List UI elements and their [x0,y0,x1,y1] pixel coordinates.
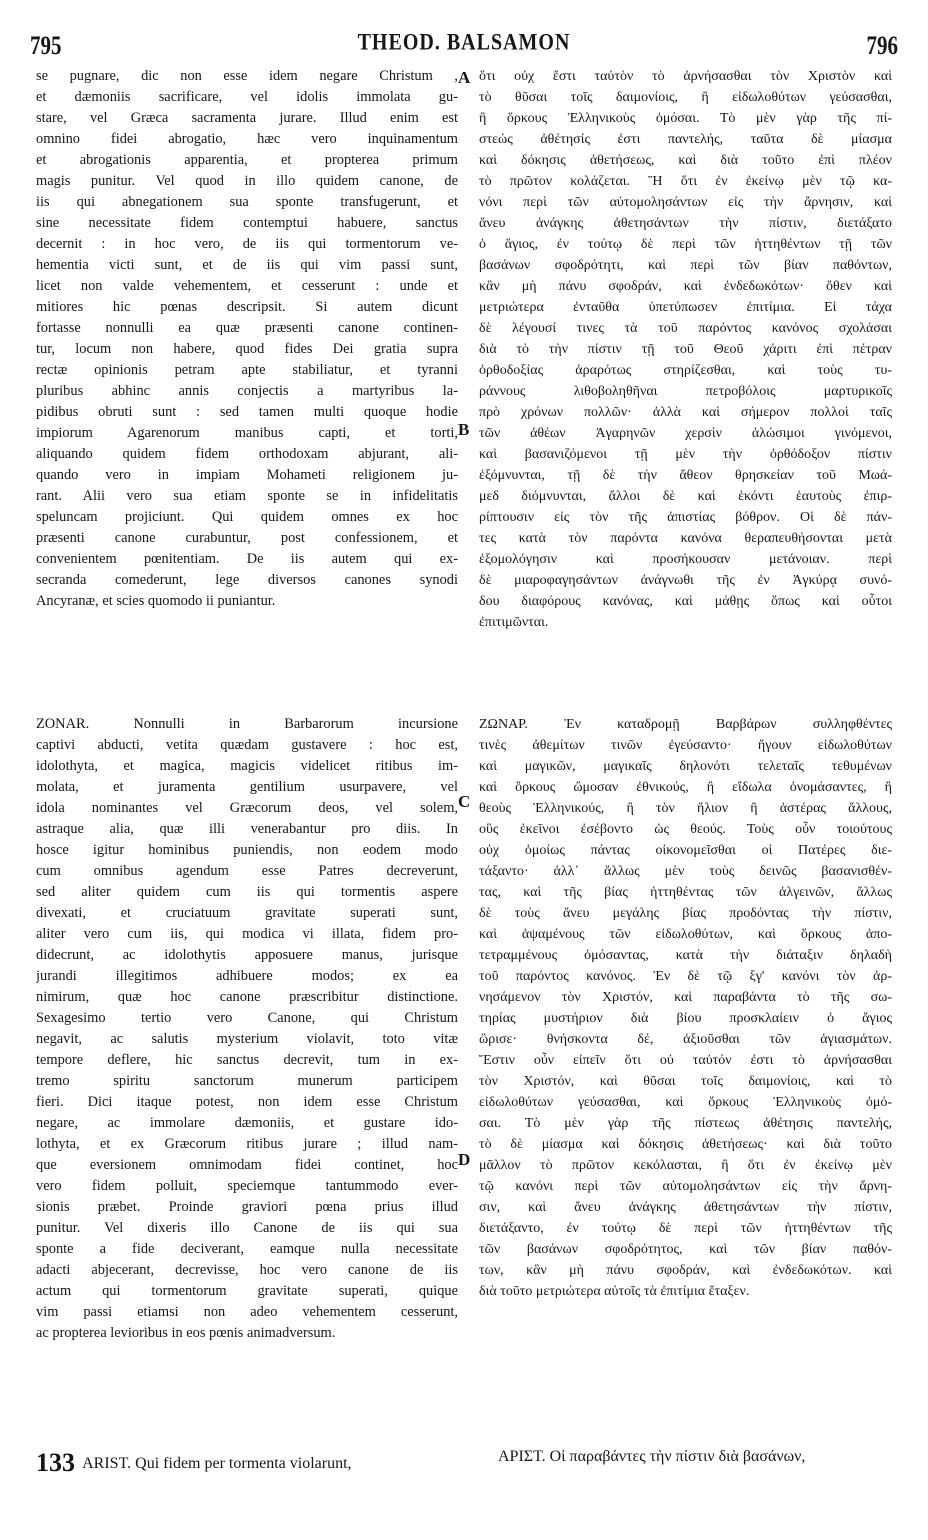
margin-mark-a: A [458,68,471,87]
text-line: captivi abducti, vetita quædam gustavere : hoc est, [36,737,458,753]
text-line: se pugnare, dic non esse idem negare Christum , [36,68,458,84]
text-line: actum qui tormentorum gravitate superati, quique [36,1283,458,1299]
text-line: rant. Alii vero sua etiam sponte se in infidelitatis [36,488,458,504]
text-line: οὓς ἐκεῖνοι ἐσέβοντο ὡς θεούς. Τοὺς οὖν τοιούτους [479,822,892,837]
text-line: δου διαφόρους κανόνας, καὶ μάθῃς ὅπως καὶ οὗτοι [479,594,892,609]
text-line: βασάνων σφοδρότητι, καὶ περὶ τῶν βίαν παθόντων, [479,258,892,273]
text-line: τὸ πρῶτον κολάζεται. Ἢ ὅτι ἐν ἐκείνῳ μὲν τῷ κα- [479,174,892,189]
text-line: τὸ θῦσαι τοῖς δαιμονίοις, ἢ εἰδωλοθύτων γεύσασθαι, [479,90,892,105]
text-line: vero fidem polluit, speciemque tantummodo ever- [36,1178,458,1194]
text-line: στεώς ἀθέτησίς ἐστι παντελής, ταῦτα δὲ μίασμα [479,132,892,147]
text-line: fieri. Dici itaque potest, non idem esse Christum [36,1094,458,1110]
text-line: decernit : in hoc vero, de iis qui tormentorum ve- [36,236,458,252]
text-line: οὐχ ὁμοίως πάντας οἰκονομεῖσθαι οἱ Πατέρες διε- [479,843,892,858]
text-line: κἂν μὴ πάνυ σφοδράν, καὶ ἐνδεδωκότων· ὅθεν καὶ [479,279,892,294]
text-line: sine necessitate fidem contemptui habuere, sanctus [36,215,458,231]
greek-column-top [479,66,892,633]
text-line: τάξαντο· ἀλλ᾽ ἄλλως μὲν τοὺς δεινῶς βασανισθέν- [479,864,892,879]
text-line: tur, locum non habere, quod fides Dei gratia supra [36,341,458,357]
text-line: sionis præbet. Proinde graviori pœna prius illud [36,1199,458,1215]
bottom-latin-line [36,1448,458,1478]
margin-mark-d: D [458,1150,471,1169]
text-line: sponte a fide deciverant, eamque nulla necessitate [36,1241,458,1257]
bottom-greek-text: ΑΡΙΣΤ. Οἱ παραβάντες τὴν πίστιν διὰ βασάνων, [498,1448,806,1465]
running-title: THEOD. BALSAMON [357,30,571,56]
margin-mark-b: B [458,420,470,439]
text-line: ὅτι οὐχ ἔστι ταὐτὸν τὸ ἀρνήσασθαι τὸν Χριστὸν καὶ [479,69,892,84]
text-line: θεοὺς Ἑλληνικούς, ἢ τὸν ἥλιον ἢ ἀστέρας ἄλλους, [479,801,892,816]
text-line: jurandi illegitimos adhibuere modos; ex ea [36,968,458,984]
text-line: νησάμενον τὸν Χριστόν, καὶ παραβάντα τὸ τῆς σω- [479,990,892,1005]
text-line: molata, et juramenta gentilium usurpavere, vel [36,779,458,795]
text-line: πρὸ χρόνων πολλῶν· ἀλλὰ καὶ σήμερον πολλοὶ ταῖς [479,405,892,420]
text-line: ἢ ὅρκους Ἑλληνικοὺς ὀμόσαι. Τὸ μὲν γὰρ τῆς πί- [479,111,892,126]
text-line: secranda comederunt, lege diversos canones synodi [36,572,458,588]
latin-column-top [36,66,458,612]
text-line: iis qui abnegationem sua sponte transfugerunt, et [36,194,458,210]
text-line: impiorum Agarenorum manibus capti, et torti, [36,425,458,441]
text-line: ράννους λιθοβοληθῆναι πετροβόλοις μαρτυρικοῖς [479,384,892,399]
text-line: et dæmoniis sacrificare, vel idolis immolata gu- [36,89,458,105]
text-line: διὰ τὸ τὴν πίστιν τῇ τοῦ Θεοῦ χάριτι ἐπὶ πέτραν [479,342,892,357]
text-line: τῷ κανόνι περὶ τῶν αὐτομολησάντων εἰς τὴν ἄρνη- [479,1179,892,1194]
text-line: negavit, ac salutis mysterium violavit, toto vitæ [36,1031,458,1047]
text-line: τες κατὰ τὸν παρόντα κανόνα θεραπευθήσονται μετὰ [479,531,892,546]
text-line: μᾶλλον τὸ πρῶτον κεκόλασται, ἢ ὅτι ἐν ἐκείνῳ μὲν [479,1158,892,1173]
text-line: δὲ τοὺς ἄνευ μεγάλης βίας προδόντας τὴν πίστιν, [479,906,892,921]
text-line: τηρίας μυστήριον διὰ βίου προσκλαίειν ὁ ἅγιος [479,1011,892,1026]
text-line: tempore deflere, hic sanctus decrevit, tum in ex- [36,1052,458,1068]
text-line: διετάξαντο, ἐν τούτῳ δὲ περὶ τῶν ἡττηθέντων τῆς [479,1221,892,1236]
greek-column-bottom [479,714,892,1302]
text-line: adacti abjecerant, decrevisse, hoc vero canone de iis [36,1262,458,1278]
text-line: καὶ βασανιζόμενοι τῇ μὲν τὴν ὀρθόδοξον πίστιν [479,447,892,462]
text-line: divexati, et cruciatuum gravitate superati sunt, [36,905,458,921]
text-line: ἐξομολόγησιν καὶ προσήκουσαν μετάνοιαν. περὶ [479,552,892,567]
text-line: σιν, καὶ ἄνευ ἀνάγκης ἀθετησάντων τὴν πίστιν, [479,1200,892,1215]
text-line: aliquando quidem fidem orthodoxam abjurant, ali- [36,446,458,462]
text-line: δὲ λέγουσί τινες τὰ τοῦ παρόντος κανόνος σχολάσαι [479,321,892,336]
text-line: τας, καὶ τῆς βίας ἡττηθέντας τῶν ἀλγεινῶν, ἄλλως [479,885,892,900]
text-line: ὥρισε· θνήσκοντα δέ, ἀξιοῦσθαι τῶν ἁγιασμάτων. [479,1032,892,1047]
text-line: speluncam projiciunt. Qui quidem omnes ex hoc [36,509,458,525]
text-line: τῶν βασάνων σφοδρότητος, καὶ τῶν βίαν παθόν- [479,1242,892,1257]
text-line: ΖΩΝΑΡ. Ἐν καταδρομῇ Βαρβάρων συλληφθέντες [479,717,892,732]
text-line: ac propterea levioribus in eos pœnis animadversum. [36,1325,336,1341]
text-line: et abrogationis apparentia, et propterea primum [36,152,458,168]
text-line: ρίπτουσιν εἰς τὸν τῆς ἀπιστίας βόθρον. Οἱ δὲ πάν- [479,510,892,525]
text-line: tremo spiritu sanctorum munerum participem [36,1073,458,1089]
text-line: pidibus obruti sunt : sed tamen multi quoque hodie [36,404,458,420]
text-line: aliter vero cum iis, qui modica vi illata, fidem pro- [36,926,458,942]
text-line: ZONAR. Nonnulli in Barbarorum incursione [36,716,458,732]
text-line: ὀρθοδοξίας ἀραρότως στηρίζεσθαι, καὶ τοὺς τυ- [479,363,892,378]
page-number-left: 795 [30,30,62,60]
text-line: idolothyta, et magica, magicis videlicet ritibus im- [36,758,458,774]
text-line: præsenti canone curabuntur, post confessionem, et [36,530,458,546]
text-line: vim passi etiamsi non adeo vehementem cesserunt, [36,1304,458,1320]
text-line: Ancyranæ, et scies quomodo ii puniantur. [36,593,276,609]
text-line: καὶ δόκησις ἀθετήσεως, καὶ διὰ τοῦτο ἐπὶ πλέον [479,153,892,168]
text-line: των, κἂν μὴ πάνυ σφοδράν, καὶ ἐνδεδωκότων. καὶ [479,1263,892,1278]
text-line: negare, ac immolare dæmoniis, et gustare ido- [36,1115,458,1131]
text-line: τετραμμένους ὀμόσαντας, κατὰ τὴν διάταξιν δηλαδὴ [479,948,892,963]
bottom-greek-line [498,1448,892,1466]
text-line: Sexagesimo tertio vero Canone, qui Christum [36,1010,458,1026]
text-line: καὶ μαγικῶν, μαγικαῖς δηλονότι τελεταῖς τεθυμένων [479,759,892,774]
text-line: mitiores hic pœnas descripsit. Si autem dicunt [36,299,458,315]
text-line: lothyta, et ex Græcorum ritibus jurare ; illud nam- [36,1136,458,1152]
text-line: διὰ τοῦτο μετριώτερα αὐτοῖς τὰ ἐπιτίμια ἔταξεν. [479,1284,750,1299]
text-line: τὸ δὲ μίασμα καὶ δόκησις ἀθετήσεως· καὶ διὰ τοῦτο [479,1137,892,1152]
text-line: licet non valde vehementem, et cesserunt : unde et [36,278,458,294]
text-line: ὁ ἅγιος, ἐν τούτῳ δὲ περὶ τῶν ἡττηθέντων τῇ τῶν [479,237,892,252]
text-line: nimirum, quæ hoc canone præscribitur distinctione. [36,989,458,1005]
page-header [0,30,928,64]
text-line: magis punitur. Vel quod in illo quidem canone, de [36,173,458,189]
bottom-latin-text: ARIST. Qui fidem per tormenta violarunt, [82,1455,352,1472]
text-line: ἐπιτιμῶνται. [479,615,549,630]
text-line: hosce igitur hominibus puniendis, non eodem modo [36,842,458,858]
text-line: καὶ ὅρκους ὤμοσαν ἐθνικούς, ἢ εἴδωλα ὀνομάσαντες, ἢ [479,780,892,795]
text-line: hementia victi sunt, et de iis qui vim passi sunt, [36,257,458,273]
text-line: μεδ διόμνυνται, ἄλλοι δὲ καὶ ἑκόντι ἑαυτοὺς ἐπιρ- [479,489,892,504]
text-line: ἐξόμνυνται, τῇ δὲ τὴν ἄθεον θρησκείαν τοῦ Μωά- [479,468,892,483]
text-line: rectæ opinionis petram apte stabiliatur, et tyranni [36,362,458,378]
text-line: omnino fidei abrogatio, hæc vero inquinamentum [36,131,458,147]
text-line: punitur. Vel dixeris illo Canone de iis qui sua [36,1220,458,1236]
text-line: τινὲς ἀθεμίτων τινῶν ἐγεύσαντο· ἤγουν εἰδωλοθύτων [479,738,892,753]
text-line: καὶ ἁψαμένους τῶν εἰδωλοθύτων, καὶ ὅρκους ἀπο- [479,927,892,942]
text-line: cum omnibus agendum esse Patres decreverunt, [36,863,458,879]
text-line: idola nominantes vel Græcorum deos, vel solem, [36,800,458,816]
text-line: τῶν ἀθέων Ἀγαρηνῶν χερσὶν ἁλώσιμοι γινόμενοι, [479,426,892,441]
text-line: σαι. Τὸ μὲν γὰρ τῆς πίστεως ἀθέτησις παντελής, [479,1116,892,1131]
text-line: astraque alia, quæ illi venerabantur pro diis. In [36,821,458,837]
text-line: quando vero in impiam Mohameti religionem ju- [36,467,458,483]
text-line: τοῦ παρόντος κανόνος. Ἐν δὲ τῷ ξγ' κανόνι τὸν ἀρ- [479,969,892,984]
text-line: ἄνευ ἀνάγκης ἀθετησάντων τὴν πίστιν, διετάξατο [479,216,892,231]
text-line: μετριώτερα ἐνταῦθα ὑπετύπωσεν ἐπιτίμια. Εἰ τάχα [479,300,892,315]
text-line: fortasse nonnulli ea quæ præsenti canone continen- [36,320,458,336]
text-line: stare, vel Græca sacramenta jurare. Illud enim est [36,110,458,126]
text-line: Ἔστιν οὖν εἰπεῖν ὅτι οὐ ταὐτόν ἐστι τὸ ἀρνήσασθαι [479,1053,892,1068]
text-line: sed aliter quidem cum iis qui tormentis aspere [36,884,458,900]
text-line: pluribus abhinc annis conjectis a martyribus la- [36,383,458,399]
text-line: δὲ μιαροφαγησάντων ἀνάγνωθι τῆς ἐν Ἀγκύρᾳ συνό- [479,573,892,588]
text-line: convenientem pœnitentiam. De iis autem qui ex- [36,551,458,567]
text-line: didecrunt, ac idolothytis apposuere manus, jurisque [36,947,458,963]
latin-column-bottom [36,714,458,1344]
page-number-right: 796 [866,30,898,60]
margin-mark-c: C [458,792,471,811]
text-line: εἰδωλοθύτων γεύσασθαι, καὶ ὅρκους Ἑλληνικοὺς ὀμό- [479,1095,892,1110]
text-line: que eversionem omnimodam fidei continet, hoc [36,1157,458,1173]
marginal-number: 133 [36,1448,75,1477]
text-line: νόνι περὶ τῶν αὐτομολησάντων εἰς τὴν ἄρνησιν, καὶ [479,195,892,210]
text-line: τὸν Χριστόν, καὶ θῦσαι τοῖς δαιμονίοις, καὶ τὸ [479,1074,892,1089]
